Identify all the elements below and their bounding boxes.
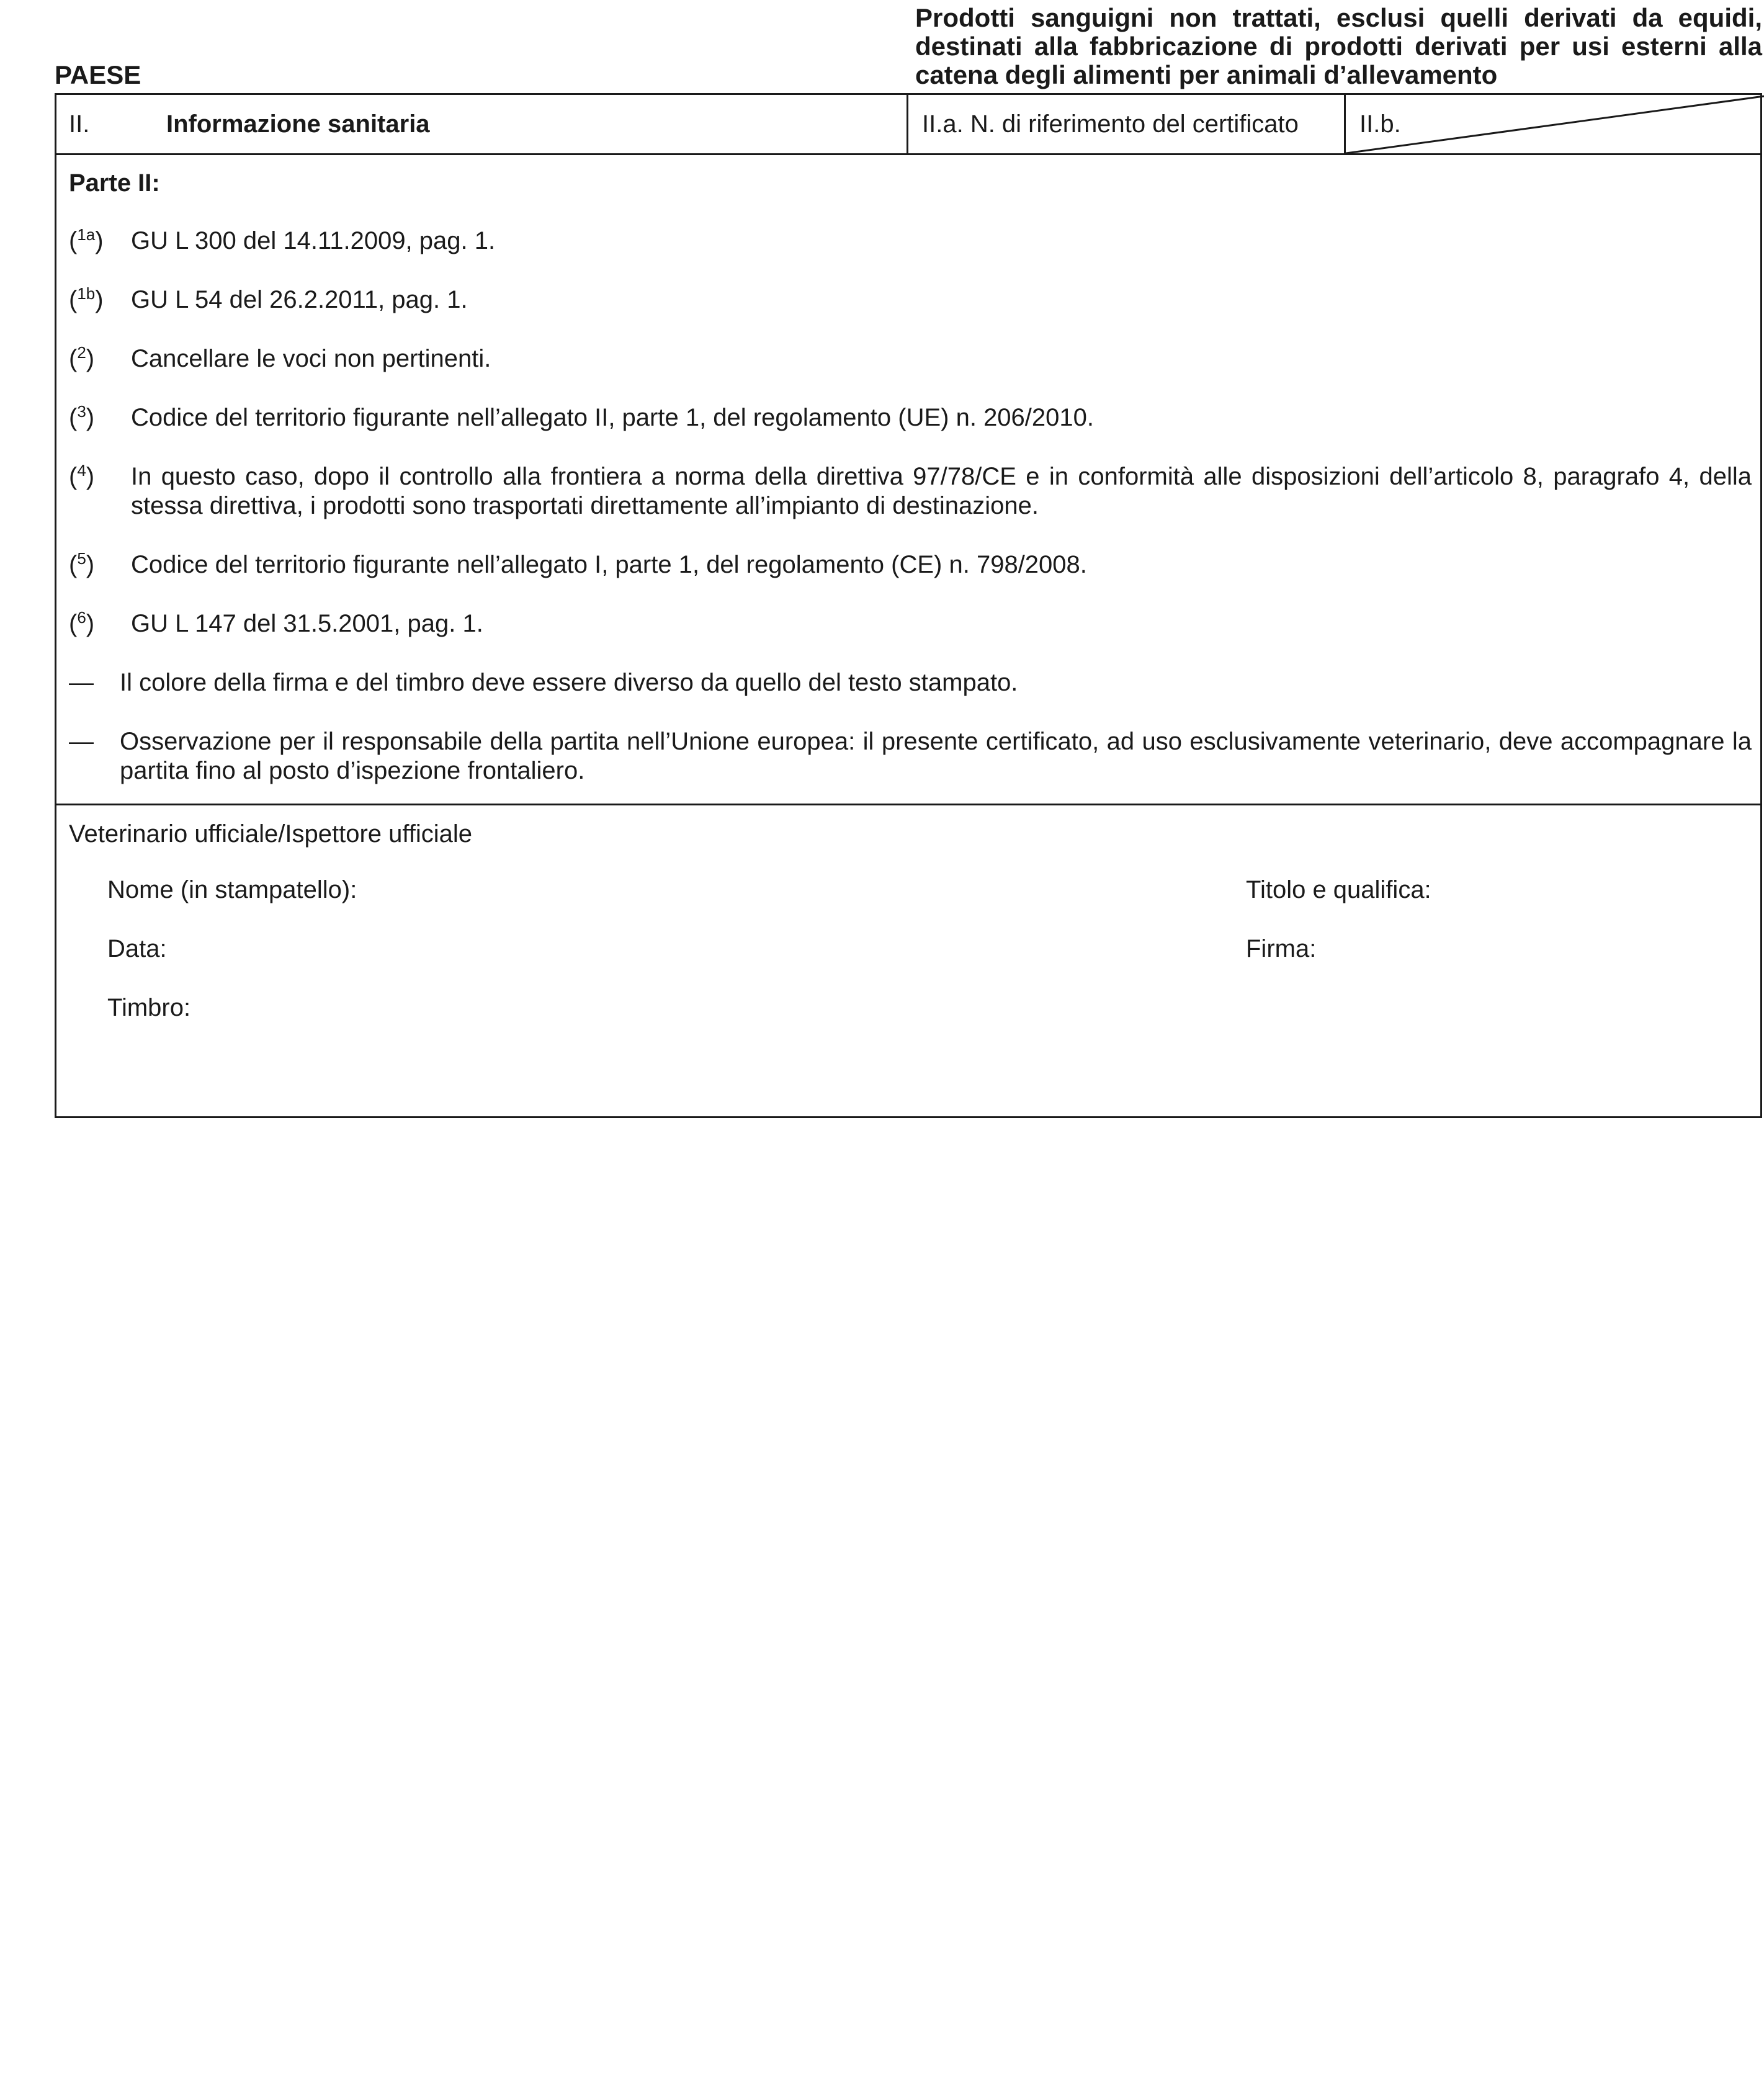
footnote-marker: ($^2$) (69, 343, 95, 372)
signature-field-label: Firma: (1246, 935, 1317, 962)
footnote-text: GU L 54 del 26.2.2011, pag. 1. (131, 286, 468, 313)
footnote-marker: ($^5$) (69, 549, 95, 578)
section-number: II. (69, 110, 90, 138)
certificate-reference-label: II.a. N. di riferimento del certificato (922, 110, 1299, 138)
part-title: Parte II: (69, 169, 160, 197)
footnote (69, 462, 1752, 521)
name-field-label: Nome (in stampatello): (107, 876, 357, 903)
footnote-marker: ($^6$) (69, 608, 95, 637)
footnote-marker: ($^4$) (69, 461, 95, 490)
section-iib-cell (1344, 95, 1762, 153)
footnote-text: Codice del territorio figurante nell’allegato I, parte 1, del regolamento (CE) n. 798/2008. (131, 551, 1087, 578)
certificate-title: Prodotti sanguigni non trattati, esclusi quelli derivati da equidi, destinati alla fabbricazione di prodotti derivati per usi esterni alla catena degli alimenti per animali d’allevamento (915, 3, 1762, 89)
remark-text: Il colore della firma e del timbro deve essere diverso da quello del testo stampato. (120, 669, 1018, 696)
footnote (69, 550, 1752, 580)
certificate-reference-cell (907, 95, 1344, 153)
stamp-field-label: Timbro: (107, 994, 191, 1021)
remark-item (69, 727, 1752, 786)
footnote-marker: ($^{1b}$) (69, 284, 104, 313)
qualification-field-label: Titolo e qualifica: (1246, 876, 1431, 903)
section-header-row (56, 95, 1760, 155)
section-title: Informazione sanitaria (166, 110, 430, 138)
dash-marker: — (69, 728, 94, 755)
date-field-label: Data: (107, 935, 167, 962)
section-iib-label: II.b. (1359, 110, 1401, 138)
footnote (69, 285, 1752, 315)
signature-section (56, 804, 1760, 1116)
strike-line (1346, 95, 1764, 153)
footnote-text: Cancellare le voci non pertinenti. (131, 345, 491, 372)
footnote (69, 226, 1752, 256)
certificate-frame (55, 93, 1762, 1118)
footnote-marker: ($^3$) (69, 402, 95, 431)
country-label: PAESE (55, 60, 141, 89)
footnote (69, 403, 1752, 432)
certificate-header (55, 0, 1762, 93)
footnote-text: GU L 147 del 31.5.2001, pag. 1. (131, 610, 483, 637)
footnote-text: Codice del territorio figurante nell’allegato II, parte 1, del regolamento (UE) n. 206/2010. (131, 404, 1095, 431)
dash-marker: — (69, 669, 94, 696)
footnote-text: GU L 300 del 14.11.2009, pag. 1. (131, 227, 496, 254)
notes-block (69, 168, 1752, 815)
footnote-text: In questo caso, dopo il controllo alla frontiera a norma della direttiva 97/78/CE e in conformità alle disposizioni dell’articolo 8, paragrafo 4, della stessa direttiva, i prodotti sono trasportati direttamente all’impianto di destinazione. (131, 463, 1752, 519)
footnote (69, 344, 1752, 374)
remark-item (69, 668, 1752, 697)
footnote (69, 609, 1752, 638)
official-title: Veterinario ufficiale/Ispettore ufficiale (69, 820, 473, 848)
footnote-marker: ($^{1a}$) (69, 225, 104, 254)
certificate-page (55, 0, 1762, 1021)
remark-text: Osservazione per il responsabile della partita nell’Unione europea: il presente certificato, ad uso esclusivamente veterinario, deve accompagnare la partita fino al posto d’ispezione frontaliero. (120, 728, 1752, 784)
